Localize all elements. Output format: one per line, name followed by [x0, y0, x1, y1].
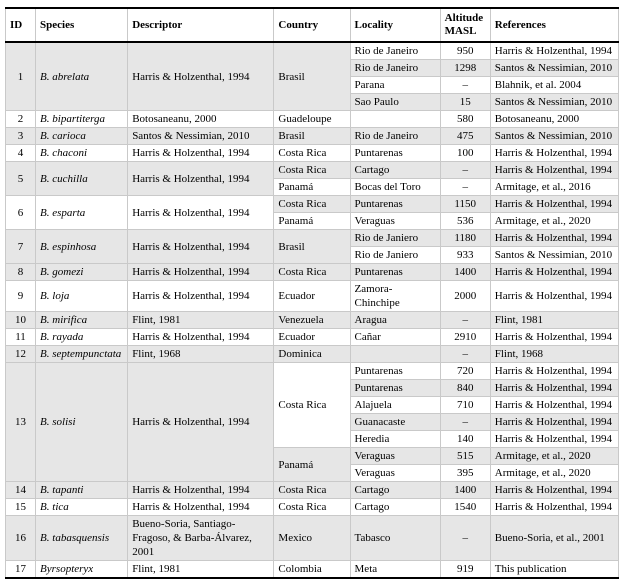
id-cell: 15	[6, 499, 36, 516]
altitude-cell: 140	[440, 431, 490, 448]
reference-cell: Santos & Nessimian, 2010	[490, 128, 618, 145]
species-cell: B. espinhosa	[36, 230, 128, 264]
descriptor-cell: Harris & Holzenthal, 1994	[128, 162, 274, 196]
locality-cell: Puntarenas	[350, 380, 440, 397]
altitude-cell: 100	[440, 145, 490, 162]
descriptor-cell: Bueno-Soria, Santiago-Fragoso, & Barba-Álvarez, 2001	[128, 516, 274, 561]
locality-cell: Rio de Janeiro	[350, 42, 440, 60]
col-header-descriptor: Descriptor	[128, 8, 274, 42]
locality-cell: Meta	[350, 561, 440, 579]
descriptor-cell: Harris & Holzenthal, 1994	[128, 196, 274, 230]
descriptor-cell: Harris & Holzenthal, 1994	[128, 499, 274, 516]
locality-cell: Rio de Janiero	[350, 230, 440, 247]
country-cell: Brasil	[274, 42, 350, 111]
id-cell: 4	[6, 145, 36, 162]
reference-cell: Armitage, et al., 2020	[490, 465, 618, 482]
id-cell: 14	[6, 482, 36, 499]
id-cell: 2	[6, 111, 36, 128]
reference-cell: Harris & Holzenthal, 1994	[490, 145, 618, 162]
id-cell: 13	[6, 363, 36, 482]
reference-cell: Armitage, et al., 2020	[490, 213, 618, 230]
country-cell: Mexico	[274, 516, 350, 561]
table-row	[6, 162, 619, 179]
locality-cell: Heredia	[350, 431, 440, 448]
locality-cell: Parana	[350, 77, 440, 94]
table-row	[6, 128, 619, 145]
species-cell: B. rayada	[36, 329, 128, 346]
descriptor-cell: Harris & Holzenthal, 1994	[128, 329, 274, 346]
altitude-cell: –	[440, 312, 490, 329]
col-header-locality: Locality	[350, 8, 440, 42]
altitude-cell: –	[440, 516, 490, 561]
reference-cell: Santos & Nessimian, 2010	[490, 247, 618, 264]
country-cell: Venezuela	[274, 312, 350, 329]
altitude-cell: 720	[440, 363, 490, 380]
altitude-cell: 536	[440, 213, 490, 230]
col-header-species: Species	[36, 8, 128, 42]
reference-cell: Harris & Holzenthal, 1994	[490, 162, 618, 179]
altitude-cell: 919	[440, 561, 490, 579]
country-cell: Guadeloupe	[274, 111, 350, 128]
locality-cell: Veraguas	[350, 448, 440, 465]
locality-cell: Tabasco	[350, 516, 440, 561]
locality-cell: Rio de Janeiro	[350, 60, 440, 77]
table-row	[6, 281, 619, 312]
country-cell: Panamá	[274, 179, 350, 196]
country-cell: Costa Rica	[274, 482, 350, 499]
altitude-cell: 1400	[440, 264, 490, 281]
species-cell: B. septempunctata	[36, 346, 128, 363]
col-header-references: References	[490, 8, 618, 42]
altitude-cell: –	[440, 179, 490, 196]
table-body	[6, 42, 619, 578]
reference-cell: Harris & Holzenthal, 1994	[490, 431, 618, 448]
altitude-header-line1: Altitude	[444, 12, 484, 24]
table-row	[6, 363, 619, 380]
descriptor-cell: Harris & Holzenthal, 1994	[128, 264, 274, 281]
locality-cell: Cartago	[350, 162, 440, 179]
locality-cell: Aragua	[350, 312, 440, 329]
country-cell: Costa Rica	[274, 196, 350, 213]
descriptor-cell: Harris & Holzenthal, 1994	[128, 363, 274, 482]
locality-cell: Cartago	[350, 482, 440, 499]
table-row	[6, 196, 619, 213]
reference-cell: Harris & Holzenthal, 1994	[490, 363, 618, 380]
locality-cell: Sao Paulo	[350, 94, 440, 111]
reference-cell: Harris & Holzenthal, 1994	[490, 397, 618, 414]
reference-cell: Harris & Holzenthal, 1994	[490, 380, 618, 397]
altitude-cell: –	[440, 346, 490, 363]
species-cell: B. abrelata	[36, 42, 128, 111]
locality-cell: Rio de Janiero	[350, 247, 440, 264]
species-cell: Byrsopteryx	[36, 561, 128, 579]
reference-cell: Botosaneanu, 2000	[490, 111, 618, 128]
species-cell: B. tapanti	[36, 482, 128, 499]
descriptor-cell: Harris & Holzenthal, 1994	[128, 230, 274, 264]
reference-cell: Harris & Holzenthal, 1994	[490, 329, 618, 346]
reference-cell: Blahnik, et al. 2004	[490, 77, 618, 94]
descriptor-cell: Botosaneanu, 2000	[128, 111, 274, 128]
id-cell: 9	[6, 281, 36, 312]
table-row	[6, 482, 619, 499]
id-cell: 12	[6, 346, 36, 363]
altitude-cell: 15	[440, 94, 490, 111]
locality-cell	[350, 111, 440, 128]
descriptor-cell: Flint, 1968	[128, 346, 274, 363]
altitude-cell: –	[440, 414, 490, 431]
locality-cell: Cartago	[350, 499, 440, 516]
species-cell: B. chaconi	[36, 145, 128, 162]
locality-cell: Bocas del Toro	[350, 179, 440, 196]
species-cell: B. loja	[36, 281, 128, 312]
col-header-altitude	[440, 8, 490, 42]
id-cell: 10	[6, 312, 36, 329]
col-header-country: Country	[274, 8, 350, 42]
locality-cell: Puntarenas	[350, 264, 440, 281]
country-cell: Panamá	[274, 448, 350, 482]
country-cell: Costa Rica	[274, 363, 350, 448]
descriptor-cell: Harris & Holzenthal, 1994	[128, 482, 274, 499]
species-cell: B. carioca	[36, 128, 128, 145]
altitude-cell: 840	[440, 380, 490, 397]
species-cell: B. cuchilla	[36, 162, 128, 196]
species-cell: B. tica	[36, 499, 128, 516]
reference-cell: This publication	[490, 561, 618, 579]
altitude-cell: 1400	[440, 482, 490, 499]
locality-cell	[350, 346, 440, 363]
table-row	[6, 264, 619, 281]
descriptor-cell: Santos & Nessimian, 2010	[128, 128, 274, 145]
id-cell: 3	[6, 128, 36, 145]
id-cell: 6	[6, 196, 36, 230]
country-cell: Costa Rica	[274, 145, 350, 162]
id-cell: 1	[6, 42, 36, 111]
table-row	[6, 111, 619, 128]
locality-cell: Puntarenas	[350, 196, 440, 213]
species-cell: B. solisi	[36, 363, 128, 482]
col-header-id: ID	[6, 8, 36, 42]
locality-cell: Zamora-Chinchipe	[350, 281, 440, 312]
locality-cell: Veraguas	[350, 213, 440, 230]
species-cell: B. gomezi	[36, 264, 128, 281]
species-table	[5, 7, 619, 579]
country-cell: Brasil	[274, 128, 350, 145]
altitude-cell: 1150	[440, 196, 490, 213]
table-row	[6, 230, 619, 247]
table-row	[6, 145, 619, 162]
country-cell: Brasil	[274, 230, 350, 264]
altitude-cell: 515	[440, 448, 490, 465]
altitude-cell: 475	[440, 128, 490, 145]
species-cell: B. mirifica	[36, 312, 128, 329]
id-cell: 5	[6, 162, 36, 196]
country-cell: Ecuador	[274, 329, 350, 346]
document-page	[5, 7, 619, 579]
locality-cell: Veraguas	[350, 465, 440, 482]
descriptor-cell: Harris & Holzenthal, 1994	[128, 281, 274, 312]
country-cell: Ecuador	[274, 281, 350, 312]
locality-cell: Puntarenas	[350, 363, 440, 380]
table-row	[6, 329, 619, 346]
species-cell: B. esparta	[36, 196, 128, 230]
reference-cell: Harris & Holzenthal, 1994	[490, 414, 618, 431]
altitude-cell: 2000	[440, 281, 490, 312]
id-cell: 17	[6, 561, 36, 579]
reference-cell: Santos & Nessimian, 2010	[490, 94, 618, 111]
altitude-cell: 1298	[440, 60, 490, 77]
country-cell: Costa Rica	[274, 499, 350, 516]
table-row	[6, 346, 619, 363]
country-cell: Costa Rica	[274, 162, 350, 179]
species-cell: B. tabasquensis	[36, 516, 128, 561]
locality-cell: Puntarenas	[350, 145, 440, 162]
reference-cell: Armitage, et al., 2020	[490, 448, 618, 465]
id-cell: 7	[6, 230, 36, 264]
reference-cell: Bueno-Soria, et al., 2001	[490, 516, 618, 561]
altitude-cell: 580	[440, 111, 490, 128]
reference-cell: Harris & Holzenthal, 1994	[490, 499, 618, 516]
table-row	[6, 516, 619, 561]
country-cell: Panamá	[274, 213, 350, 230]
altitude-header-line2: MASL	[444, 25, 477, 37]
altitude-cell: 710	[440, 397, 490, 414]
altitude-cell: 950	[440, 42, 490, 60]
id-cell: 11	[6, 329, 36, 346]
locality-cell: Alajuela	[350, 397, 440, 414]
reference-cell: Harris & Holzenthal, 1994	[490, 264, 618, 281]
altitude-cell: –	[440, 77, 490, 94]
species-cell: B. bipartiterga	[36, 111, 128, 128]
country-cell: Colombia	[274, 561, 350, 579]
altitude-cell: 395	[440, 465, 490, 482]
descriptor-cell: Flint, 1981	[128, 561, 274, 579]
reference-cell: Harris & Holzenthal, 1994	[490, 196, 618, 213]
reference-cell: Harris & Holzenthal, 1994	[490, 482, 618, 499]
altitude-cell: –	[440, 162, 490, 179]
reference-cell: Flint, 1968	[490, 346, 618, 363]
table-row	[6, 561, 619, 579]
reference-cell: Harris & Holzenthal, 1994	[490, 281, 618, 312]
altitude-cell: 1180	[440, 230, 490, 247]
table-row	[6, 42, 619, 60]
header-row	[6, 8, 619, 42]
reference-cell: Santos & Nessimian, 2010	[490, 60, 618, 77]
country-cell: Costa Rica	[274, 264, 350, 281]
id-cell: 8	[6, 264, 36, 281]
reference-cell: Harris & Holzenthal, 1994	[490, 230, 618, 247]
table-row	[6, 499, 619, 516]
descriptor-cell: Harris & Holzenthal, 1994	[128, 145, 274, 162]
locality-cell: Guanacaste	[350, 414, 440, 431]
descriptor-cell: Flint, 1981	[128, 312, 274, 329]
locality-cell: Rio de Janeiro	[350, 128, 440, 145]
reference-cell: Armitage, et al., 2016	[490, 179, 618, 196]
reference-cell: Harris & Holzenthal, 1994	[490, 42, 618, 60]
table-row	[6, 312, 619, 329]
id-cell: 16	[6, 516, 36, 561]
descriptor-cell: Harris & Holzenthal, 1994	[128, 42, 274, 111]
locality-cell: Cañar	[350, 329, 440, 346]
altitude-cell: 2910	[440, 329, 490, 346]
country-cell: Dominica	[274, 346, 350, 363]
altitude-cell: 1540	[440, 499, 490, 516]
reference-cell: Flint, 1981	[490, 312, 618, 329]
altitude-cell: 933	[440, 247, 490, 264]
